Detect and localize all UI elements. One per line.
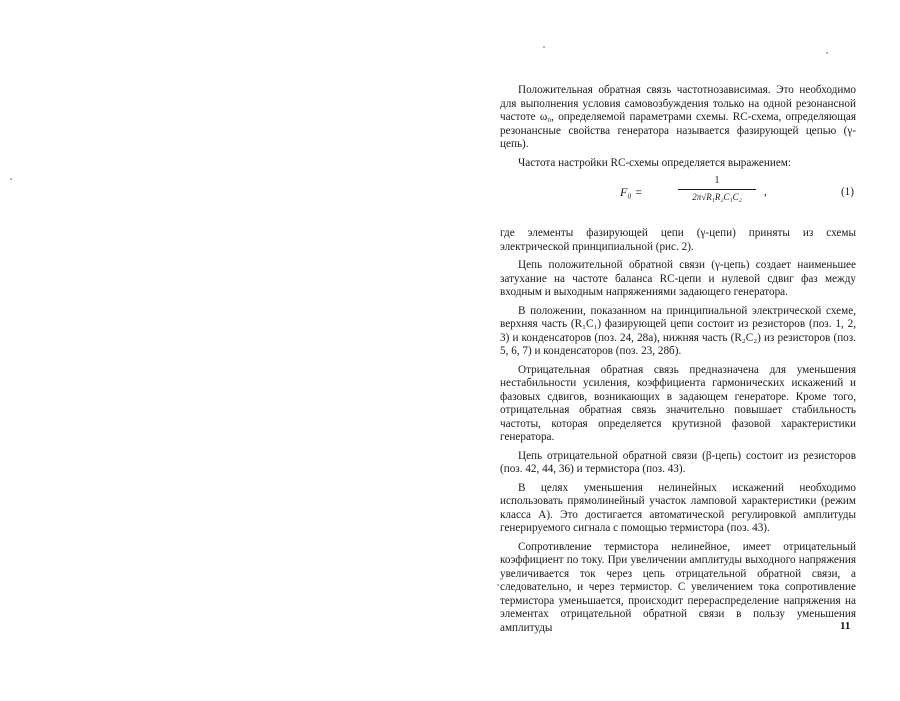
scan-speck [10,178,12,180]
paragraph-circuit-position: В положении, показанном на принципиальной электрической схеме, верхняя часть (R₁C₁) фазирующей цепи состоит из резисторов (поз. 1, 2, 3) и конденсаторов (поз. 24, 28а), нижняя часть (R₂C₂) из резисторов (поз. 5, 6, 7) и конденсаторов (поз. 23, 28б). [500,304,856,357]
paragraph-formula-elements: где элементы фазирующей цепи (γ-цепи) приняты из схемы электрической принципиальной (рис. 2). [500,227,856,253]
paragraph-formula-intro: Частота настройки RC-схемы определяется выражением: [518,156,791,169]
formula-comma: , [764,186,767,198]
formula-number: (1) [840,186,854,198]
resonance-frequency-formula [500,175,856,215]
fraction-bar [678,189,756,190]
paragraph-nonlinear-distortion: В целях уменьшения нелинейных искажений необходимо использовать прямолинейный участок ламповой характеристики (режим класса А). Это достигается автоматической регулировкой амплитуды генерируемого сигнала с помощью термистора (поз. 43). [500,481,856,534]
paragraph-thermistor: Сопротивление термистора нелинейное, имеет отрицательный коэффициент по току. При увеличении амплитуды выходного напряжения увеличивается ток через цепь отрицательной обратной связи, а следовательно, и через термистор. С увеличением тока сопротивление термистора уменьшается, происходит перераспределение напряжения на элементах отрицательной обратной связи в пользу уменьшения амплитуды [500,540,856,634]
formula-numerator: 1 [714,175,720,186]
page-number: 11 [840,620,851,632]
formula-denominator: 2π√R₁R₂C₁C₂ [692,192,742,202]
scan-speck [826,52,828,54]
scan-speck [497,584,499,586]
paragraph-positive-feedback: Цепь положительной обратной связи (γ-цепь) создает наименьшее затухание на частоте баланса RC-цепи и нулевой сдвиг фаз между входным и выходным напряжениями задающего генератора. [500,259,856,298]
text-column [500,84,856,640]
scan-speck [543,46,545,48]
formula-lhs: F₀ = [620,185,643,199]
paragraph-negative-feedback: Отрицательная обратная связь предназначена для уменьшения нестабильности усиления, коэффициента гармонических искажений и фазовых сдвигов, возникающих в задающем генераторе. Кроме того, отрицательная обратная связь значительно повышает стабильность частоты, которая определяется крутизной фазовой характеристики генератора. [500,363,856,443]
paragraph-feedback-intro: Положительная обратная связь частотнозависимая. Это необходимо для выполнения условия самовозбуждения только на одной резонансной частоте ω₀, определяемой параметрами схемы. RC-схема, определяющая резонансные свойства генератора называется фазирующей цепью (γ-цепь). [500,84,856,150]
paragraph-beta-circuit: Цепь отрицательной обратной связи (β-цепь) состоит из резисторов (поз. 42, 44, 36) и термистора (поз. 43). [500,449,856,475]
formula-fraction [678,175,756,203]
